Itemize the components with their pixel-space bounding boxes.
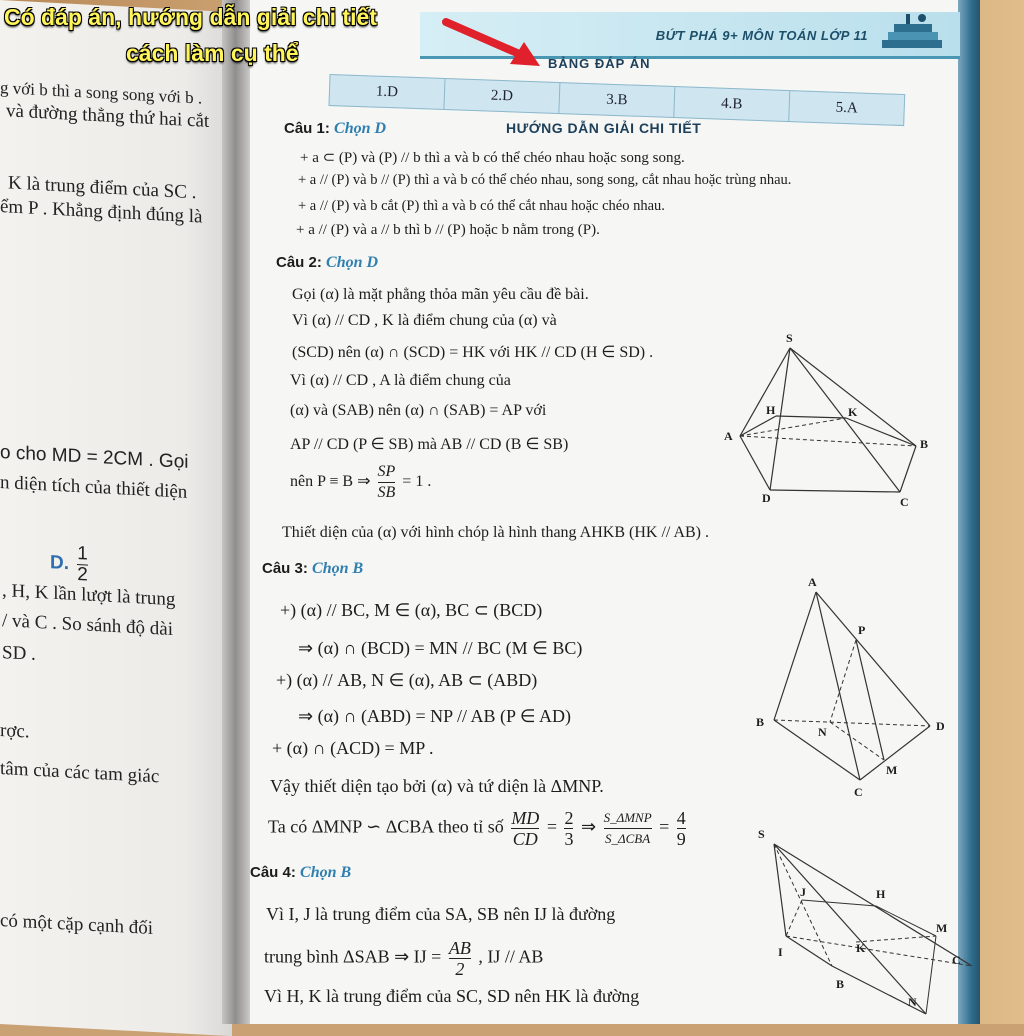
fig-label: S bbox=[758, 827, 765, 841]
fig-label: B bbox=[756, 715, 765, 729]
fig-label: I bbox=[778, 945, 783, 959]
fig-label: N bbox=[908, 995, 917, 1009]
q3-line: ⇒ (α) ∩ (BCD) = MN // BC (M ∈ BC) bbox=[298, 638, 583, 658]
q4-fraction bbox=[449, 938, 471, 979]
q3-line: + (α) ∩ (ACD) = MP . bbox=[272, 738, 434, 758]
frac-denominator: 9 bbox=[676, 829, 686, 849]
answer-row bbox=[328, 74, 905, 126]
left-line: g với b thì a song song với b . bbox=[0, 78, 203, 108]
q3-label: Câu 3: bbox=[262, 560, 308, 577]
q2-text: = 1 . bbox=[402, 473, 432, 491]
q1-line: + a ⊂ (P) và (P) // b thì a và b có thể chéo nhau hoặc song song. bbox=[300, 150, 685, 166]
q3-fraction bbox=[604, 808, 652, 849]
frac-numerator: SP bbox=[378, 462, 396, 483]
q3-choice: Chọn B bbox=[312, 560, 364, 577]
q2-conclusion bbox=[290, 462, 431, 503]
q1-line: + a // (P) và a // b thì b // (P) hoặc b nằm trong (P). bbox=[296, 222, 600, 238]
frac-denominator: 2 bbox=[77, 564, 88, 586]
q4-text: trung bình ΔSAB ⇒ IJ = bbox=[264, 946, 442, 967]
q2-line: Thiết diện của (α) với hình chóp là hình thang AHKB (HK // AB) . bbox=[282, 524, 709, 541]
q2-line: Vì (α) // CD , A là điểm chung của bbox=[290, 372, 511, 389]
q2-line: (SCD) nên (α) ∩ (SCD) = HK với HK // CD (H ∈ SD) . bbox=[292, 344, 654, 361]
fig-label: C bbox=[952, 953, 961, 967]
answer-cell: 4.B bbox=[674, 87, 790, 121]
fig-label: J bbox=[800, 885, 806, 899]
frac-numerator: 4 bbox=[676, 808, 686, 828]
header-title: BỨT PHÁ 9+ MÔN TOÁN LỚP 11 bbox=[655, 28, 868, 43]
fig-label: N bbox=[818, 725, 827, 739]
q3-ratio bbox=[268, 808, 689, 849]
left-line: SD . bbox=[2, 642, 36, 665]
left-line: o cho MD = 2CM . Gọi bbox=[0, 442, 189, 473]
promo-overlay-line1: Có đáp án, hướng dẫn giải chi tiết bbox=[4, 4, 377, 30]
fig-label: A bbox=[808, 575, 817, 589]
fig-label: M bbox=[936, 921, 948, 935]
q3-text: Ta có ΔMNP ∽ ΔCBA theo tỉ số bbox=[268, 816, 504, 837]
q3-line: +) (α) // BC, M ∈ (α), BC ⊂ (BCD) bbox=[280, 600, 543, 620]
answer-cell: 5.A bbox=[835, 99, 859, 117]
q3-text: = bbox=[546, 816, 557, 837]
left-line: n diện tích của thiết diện bbox=[0, 472, 188, 503]
q2-line: AP // CD (P ∈ SB) mà AB // CD (B ∈ SB) bbox=[290, 436, 569, 453]
frac-denominator: 3 bbox=[564, 829, 574, 849]
q4-midline bbox=[264, 938, 543, 979]
left-page bbox=[0, 0, 232, 1036]
fig-label: C bbox=[900, 495, 909, 509]
fig-label: D bbox=[936, 719, 945, 733]
q1-line: + a // (P) và b cắt (P) thì a và b có thể cắt nhau hoặc chéo nhau. bbox=[298, 198, 665, 214]
fig-label: C bbox=[854, 785, 863, 799]
q3-line: +) (α) // AB, N ∈ (α), AB ⊂ (ABD) bbox=[276, 670, 538, 690]
q2-text: nên P ≡ B ⇒ bbox=[290, 473, 371, 491]
fig-label: B bbox=[920, 437, 929, 451]
answer-cell: 1.D bbox=[329, 75, 445, 109]
fig-label: D bbox=[762, 491, 771, 505]
q2-choice: Chọn D bbox=[326, 254, 379, 271]
q4-pyramid-figure bbox=[756, 824, 961, 1024]
q3-fraction bbox=[677, 808, 686, 849]
solution-heading: HƯỚNG DẪN GIẢI CHI TIẾT bbox=[506, 120, 702, 136]
left-line: và đường thẳng thứ hai cắt bbox=[6, 100, 210, 132]
q2-label: Câu 2: bbox=[276, 254, 322, 271]
q2-line: Vì (α) // CD , K là điểm chung của (α) và bbox=[292, 312, 557, 329]
left-line: rợc. bbox=[0, 720, 30, 743]
page-edge bbox=[958, 0, 980, 1024]
q1-heading bbox=[284, 120, 386, 138]
left-option-d bbox=[50, 543, 91, 586]
q1-line: + a // (P) và b // (P) thì a và b có thể chéo nhau, song song, cắt nhau hoặc trùng nhau. bbox=[298, 172, 792, 188]
fig-label: H bbox=[766, 403, 776, 417]
left-line: ểm P . Khẳng định đúng là bbox=[0, 196, 203, 228]
left-line: K là trung điểm của SC . bbox=[8, 172, 197, 204]
fig-label: H bbox=[876, 887, 886, 901]
frac-denominator: S_ΔCBA bbox=[605, 831, 651, 846]
q4-choice: Chọn B bbox=[300, 864, 352, 881]
frac-numerator: AB bbox=[448, 938, 471, 958]
frac-numerator: S_ΔMNP bbox=[604, 808, 652, 829]
answer-table-title: BẢNG ĐÁP ÁN bbox=[548, 56, 651, 71]
answer-cell: 2.D bbox=[444, 79, 560, 113]
q2-fraction bbox=[378, 462, 396, 503]
q4-text: , IJ // AB bbox=[478, 946, 544, 967]
promo-overlay-line2: cách làm cụ thể bbox=[126, 40, 299, 66]
left-line: có một cặp cạnh đối bbox=[0, 910, 154, 940]
frac-numerator: 2 bbox=[564, 808, 574, 828]
books-decoration-icon bbox=[872, 12, 952, 56]
fig-label: B bbox=[836, 977, 845, 991]
fig-label: K bbox=[848, 405, 858, 419]
frac-denominator: SB bbox=[377, 484, 396, 501]
answer-cell: 3.B bbox=[559, 83, 675, 117]
q3-line: Vậy thiết diện tạo bởi (α) và tứ diện là ΔMNP. bbox=[270, 776, 604, 796]
q3-fraction bbox=[511, 808, 539, 849]
red-arrow-icon bbox=[440, 14, 550, 74]
frac-denominator: CD bbox=[512, 829, 538, 849]
fig-label: S bbox=[786, 331, 793, 345]
frac-numerator: MD bbox=[511, 808, 540, 828]
q3-tetrahedron-figure bbox=[750, 570, 960, 800]
fig-label: P bbox=[858, 623, 866, 637]
left-line: , H, K lần lượt là trung bbox=[2, 580, 176, 611]
frac-numerator: 1 bbox=[77, 543, 88, 565]
frac-denominator: 2 bbox=[455, 959, 465, 979]
q4-heading bbox=[250, 864, 351, 882]
q3-fraction bbox=[564, 808, 573, 849]
fig-label: K bbox=[856, 941, 866, 955]
fig-label: A bbox=[724, 429, 733, 443]
q4-line: Vì I, J là trung điểm của SA, SB nên IJ là đường bbox=[266, 904, 616, 924]
q4-line: Vì H, K là trung điểm của SC, SD nên HK là đường bbox=[264, 986, 640, 1006]
q1-label: Câu 1: bbox=[284, 120, 330, 137]
fig-label: M bbox=[886, 763, 898, 777]
q2-pyramid-figure bbox=[724, 330, 930, 510]
q2-heading bbox=[276, 254, 378, 272]
q3-line: ⇒ (α) ∩ (ABD) = NP // AB (P ∈ AD) bbox=[298, 706, 572, 726]
left-line: tâm của các tam giác bbox=[0, 758, 160, 788]
q2-line: (α) và (SAB) nên (α) ∩ (SAB) = AP với bbox=[290, 402, 547, 419]
left-line: / và C . So sánh độ dài bbox=[2, 610, 173, 641]
q1-choice: Chọn D bbox=[334, 120, 387, 137]
left-fraction bbox=[77, 544, 88, 586]
q3-heading bbox=[262, 560, 363, 578]
left-option-label: D. bbox=[50, 552, 69, 575]
q2-line: Gọi (α) là mặt phẳng thỏa mãn yêu cầu đề bài. bbox=[292, 286, 589, 303]
q3-text: ⇒ bbox=[580, 816, 597, 837]
q4-label: Câu 4: bbox=[250, 864, 296, 881]
q3-text: = bbox=[659, 816, 670, 837]
